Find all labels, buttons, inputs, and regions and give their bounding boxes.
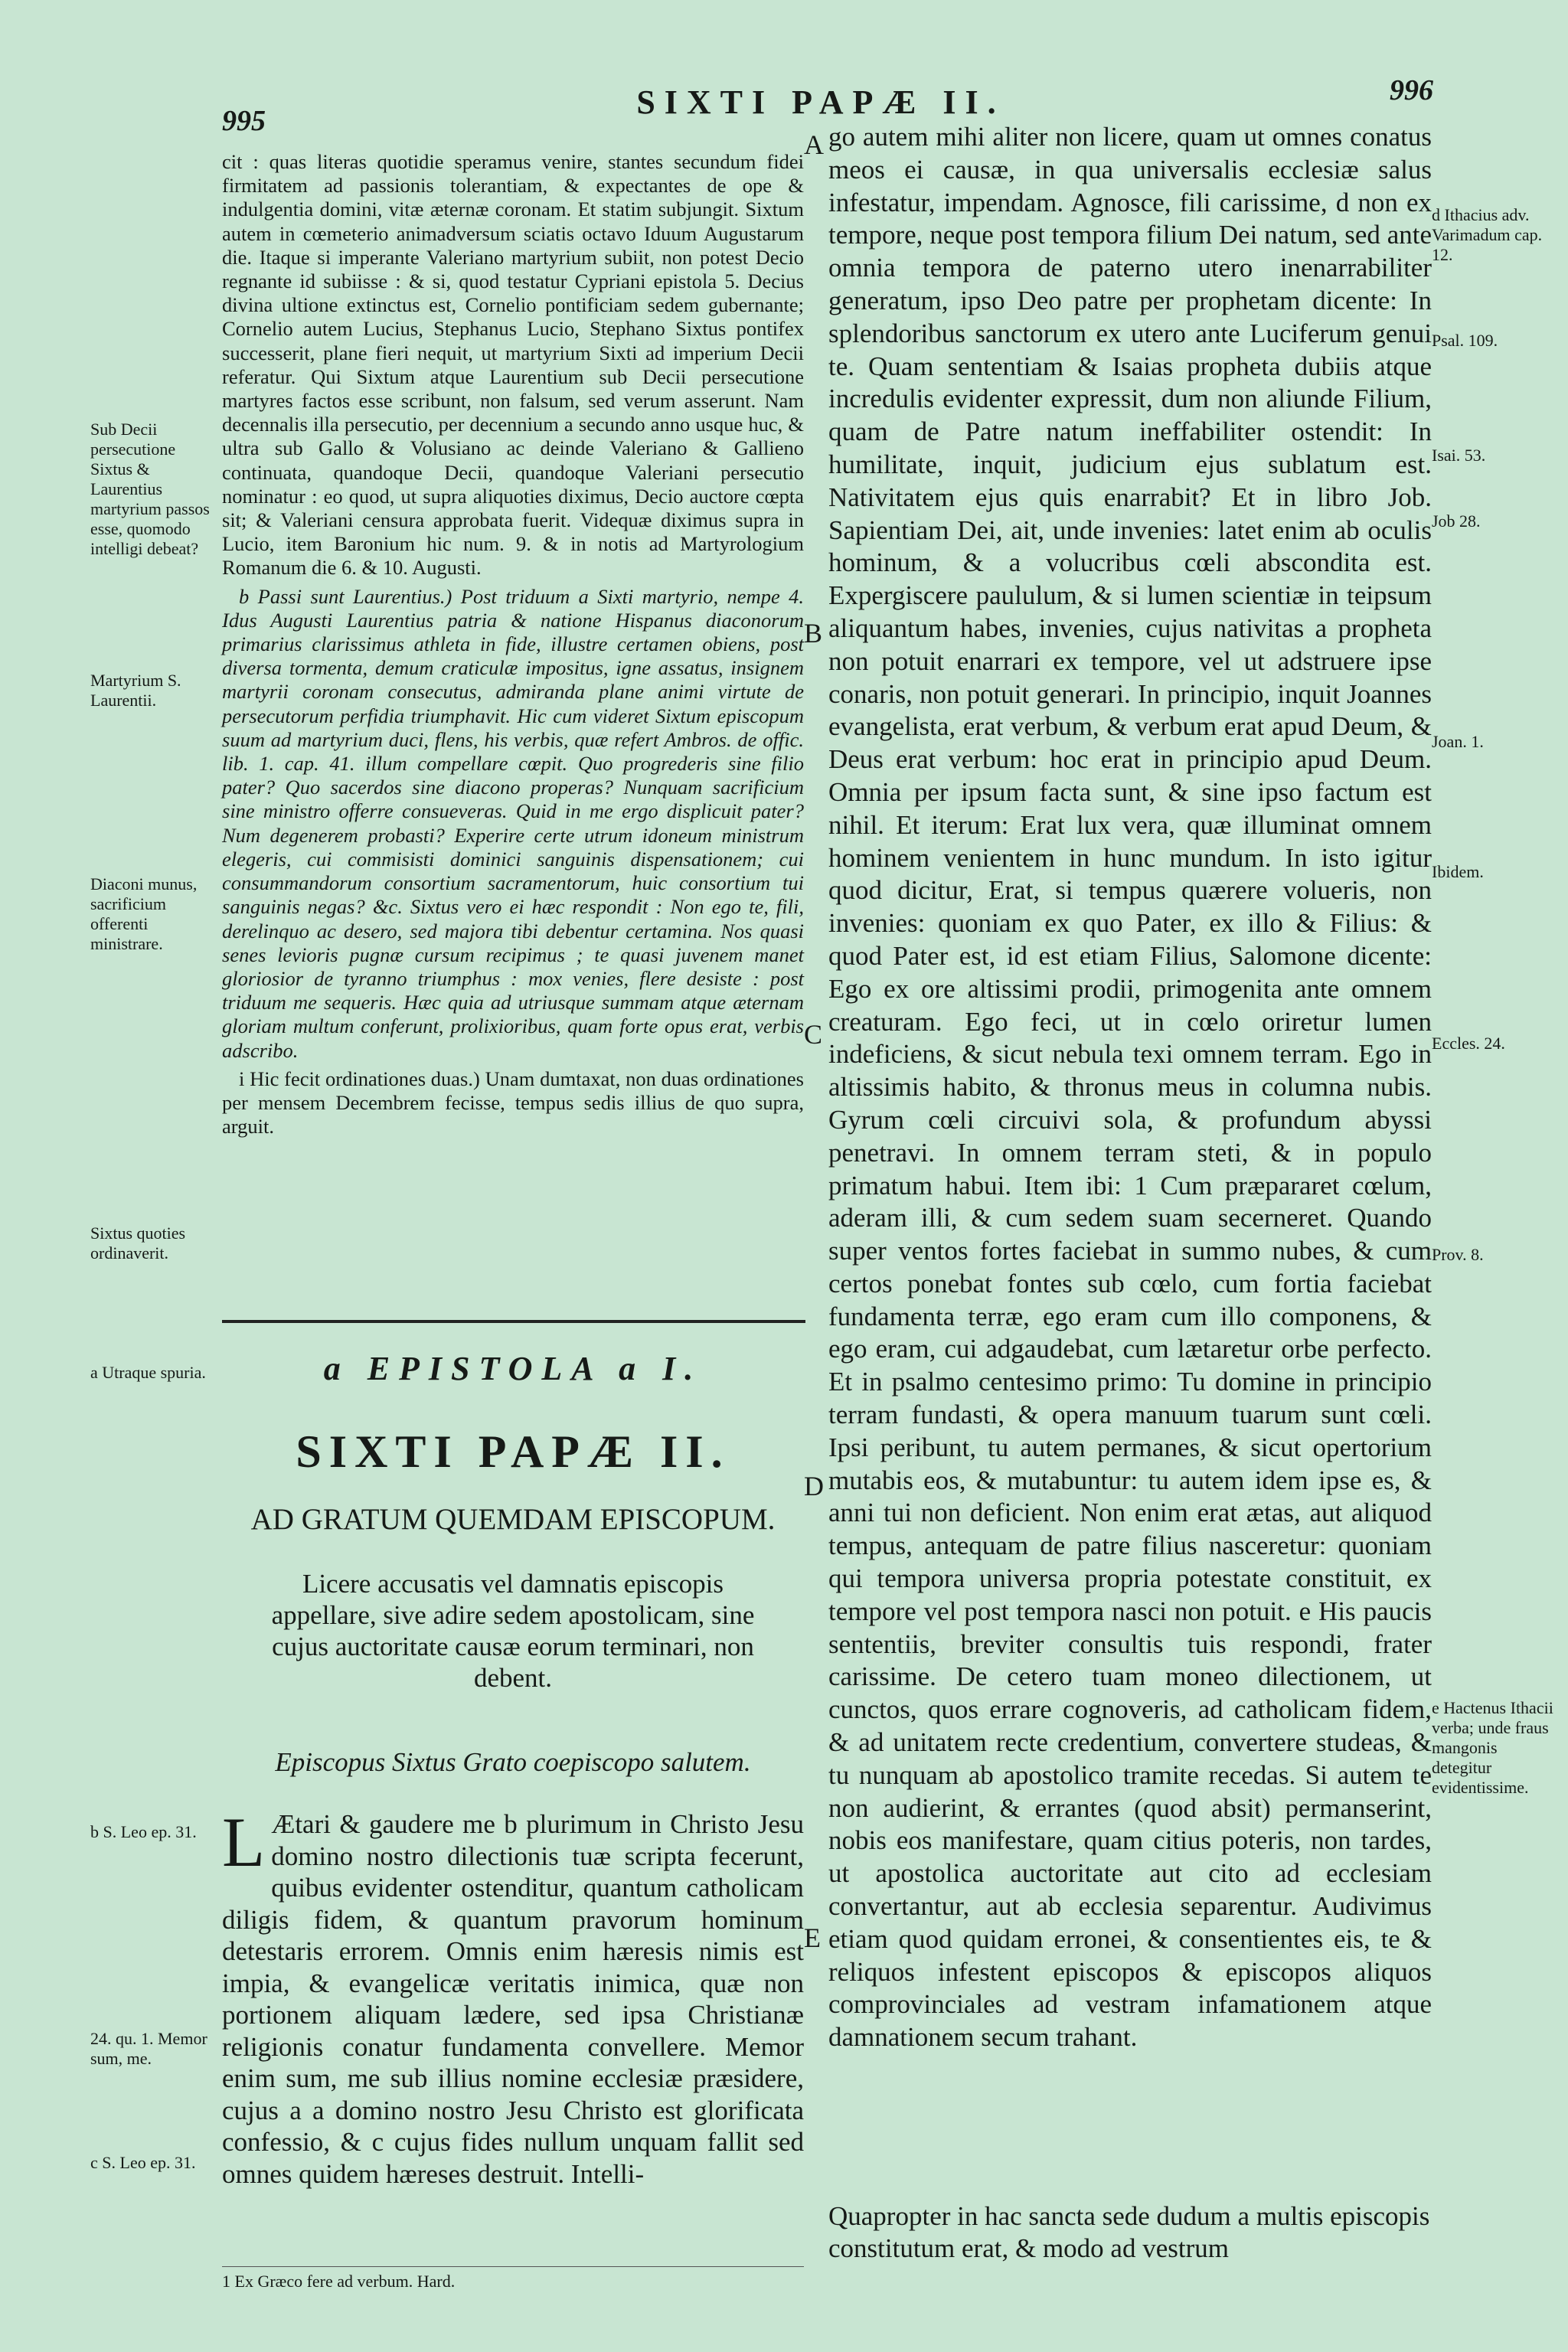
margin-note: Psal. 109. xyxy=(1432,331,1498,350)
margin-note: Ibidem. xyxy=(1432,862,1484,881)
margin-note: Sub Decii persecutione Sixtus & Laurentius martyrium passos esse, quomodo intelligi debeat? xyxy=(90,420,210,558)
running-title: SIXTI PAPÆ II. xyxy=(636,83,1005,121)
epistle-body-text: Ætari & gaudere me b plurimum in Christo Jesu domino nostro dilectionis tuæ scripta fecerunt, quibus evidenter ostenditur, quantum catholicam diligis fidem, & quantum pravorum hominum detestaris errorem. Omnis enim hæresis nimis est impia, & evangelicæ veritatis inimica, quæ non portionem aliquam lædere, sed ipsa Christianæ religionis conatur fundamenta convellere. Memor enim sum, me sub illius nomine ecclesiæ præsidere, cujus a a domino nostro Jesu Christo est glorificata confessio, & c cujus fides nullum unquam fallit sed omnes quidem hæreses destruit. Intelli- xyxy=(222,1809,804,2189)
margin-note: Eccles. 24. xyxy=(1432,1034,1505,1053)
section-letter-d: D xyxy=(804,1471,824,1501)
margin-note: a Utraque spuria. xyxy=(90,1363,206,1382)
page-number-right: 996 xyxy=(1390,74,1433,106)
margin-note: c S. Leo ep. 31. xyxy=(90,2153,196,2172)
margin-note: Sixtus quoties ordinaverit. xyxy=(90,1223,186,1263)
note-paragraph: b Passi sunt Laurentius.) Post triduum a Sixti martyrio, nempe 4. Idus Augusti Laurentius patria & natione Hispanus diaconorum primarius clarissimus athleta in fide, illustre certamen obiens, post diversa tormenta, demum craticulæ impositus, igne assatus, insignem martyrii coronam consecutus, admiranda plane animi virtute de persecutorum perfidia triumphavit. Hic cum videret Sixtum episcopum suum ad martyrium duci, flens, his verbis, quæ refert Ambros. de offic. lib. 1. cap. 41. illum compellare cœpit. Quo progrederis sine filio pater? Quo sacerdos sine diacono properas? Nunquam sacrificium sine ministro offerre consueveras. Quid in me ergo displicuit pater? Num degenerem probasti? Experire certe utrum idoneum ministrum elegeris, cui commisisti dominici sanguinis dispensationem; cui consummandorum consortium sacramentorum, huic consortium tui sanguinis negas? &c. Sixtus vero ei hæc respondit : Non ego te, fili, derelinquo ac desero, sed majora tibi debentur certamina. Nos quasi senes levioris pugnæ cursum recipimus ; te quasi juvenem manet gloriosior de tyranno triumphus : mox venies, flere desiste : post triduum me sequeris. Hæc quia ad utriusque summam atque æternam gloriam multum conferunt, prolixioribus, quam forte opus erat, verbis adscribo. xyxy=(222,584,804,1062)
margin-note: Isai. 53. xyxy=(1432,446,1486,465)
epistle-title: SIXTI PAPÆ II. xyxy=(296,1426,730,1477)
drop-cap: L xyxy=(222,1803,266,1881)
epistle-body xyxy=(222,1803,804,2190)
epistle-subtitle: AD GRATUM QUEMDAM EPISCOPUM. xyxy=(250,1503,776,1536)
footnote: 1 Ex Græco fere ad verbum. Hard. xyxy=(222,2266,804,2292)
margin-note: Prov. 8. xyxy=(1432,1245,1484,1264)
epistle-summary: Licere accusatis vel damnatis episcopis appellare, sive adire sedem apostolicam, sine cujus auctoritate causæ eorum terminari, non debent. xyxy=(271,1569,755,1693)
margin-note: Job 28. xyxy=(1432,511,1481,531)
closing-paragraph: Quapropter in hac sancta sede dudum a multis episcopis constitutum erat, & modo ad vestrum xyxy=(828,2201,1430,2263)
note-paragraph: i Hic fecit ordinationes duas.) Unam dumtaxat, non duas ordinationes per mensem Decembrem fecisse, tempus sedis illius de quo supra, arguit. xyxy=(222,1067,804,1138)
page-number-left: 995 xyxy=(222,105,266,137)
margin-note: 24. qu. 1. Memor sum, me. xyxy=(90,2029,207,2068)
margin-note: e Hactenus Ithacii verba; unde fraus mangonis detegitur evidentissime. xyxy=(1432,1698,1553,1797)
margin-note: Joan. 1. xyxy=(1432,732,1484,751)
epistle-heading: a EPISTOLA a I. xyxy=(323,1350,703,1387)
margin-note: d Ithacius adv. Varimadum cap. 12. xyxy=(1432,205,1543,264)
margin-note: b S. Leo ep. 31. xyxy=(90,1822,197,1841)
section-letter-a: A xyxy=(804,129,824,160)
section-letter-e: E xyxy=(804,1922,821,1953)
note-paragraph: cit : quas literas quotidie speramus venire, stantes secundum fidei firmitatem ad passionis tolerantiam, & expectantes de ope & indulgentia domini, vitæ æternæ coronam. Et statim subjungit. Sixtum autem in cœmeterio animadversum sciatis octavo Iduum Augustarum die. Itaque si imperante Valeriano martyrium subiit, non potest Decio regnante id subiisse : & si, quod testatur Cypriani epistola 5. Decius divina ultione extinctus est, Cornelio pontificiam sedem gubernante; Cornelio autem Lucius, Stephanus Lucio, Stephano Sixtus pontifex successerit, plane fieri nequit, ut martyrium Sixti ad imperium Decii referatur. Qui Sixtum atque Laurentium sub Decii persecutione martyres factos esse scribunt, non falsum, sed verum asserunt. Nam decennalis illa persecutio, per decennium a secundo anno usque huc, & ultra sub Gallo & Volusiano ac deinde Valeriano & Gallieno continuata, quandoque Decii, quandoque Valeriani persecutio nominatur : eo quod, ut supra aliquoties diximus, Decio auctore cœpta sit; & Valeriani censura approbata fuerit. Videquæ diximus supra in Lucio, item Baronium hic num. 9. & in notis ad Martyrologium Romanum die 6. & 10. Augusti. xyxy=(222,150,804,580)
epistle-salutation: Episcopus Sixtus Grato coepiscopo salutem. xyxy=(275,1747,751,1777)
section-divider xyxy=(222,1320,805,1323)
section-letter-b: B xyxy=(804,618,823,648)
main-text: go autem mihi aliter non licere, quam ut omnes conatus meos ei causæ, in qua universalis ecclesiæ salus infestatur, impendam. Agnosce, fili carissime, d non ex tempore, neque post tempora filium Dei natum, sed ante omnia tempora de paterno utero inenarrabiliter generatum, ipso Deo patre per prophetam dicente: In splendoribus sanctorum ex utero ante Luciferum genui te. Quam sententiam & Isaias propheta dubiis atque incredulis evidenter expressit, dum non aliunde Filium, quam de Patre natum ineffabiliter ostendit: In humilitate, inquit, judicium ejus sublatum est. Nativitatem ejus quis enarrabit? Et in libro Job. Sapientiam Dei, ait, unde invenies: latet enim ab oculis hominum, & a volucribus cœli abscondita est. Expergiscere paululum, & si lumen scientiæ in teipsum aliquantum habes, invenies, cujus nativitas a propheta non potuit enarrari ex tempore, vel ut adstruere ipse conaris, non potuit generari. In principio, inquit Joannes evangelista, erat verbum, & verbum erat apud Deum, & Deus erat verbum: hoc erat in principio apud Deum. Omnia per ipsum facta sunt, & sine ipso factum est nihil. Et iterum: Erat lux vera, quæ illuminat omnem hominem venientem in hunc mundum. In isto igitur quod dicitur, Erat, si tempus quærere volueris, non invenies: quoniam ex quo Pater, ex illo & Filius: & quod Pater est, id est etiam Filius, Salomone dicente: Ego ex ore altissimi prodii, primogenita ante omnem creaturam. Ego feci, ut in cœlo oriretur lumen indeficiens, & sicut nebula texi omnem terram. Ego in altissimis habito, & thronus meus in columna nubis. Gyrum cœli circuivi sola, & profundum abyssi penetravi. In omnem terram steti, & in populo primatum habui. Item ibi: 1 Cum præpararet cœlum, aderam illi, & cum sedem suam secerneret. Quando super ventos fortes faciebat in summo nubes, & cum certos ponebat fontes sub cœlo, cum fortia faciebat fundamenta terræ, ego eram cum illo componens, & ego eram, cui adgaudebat, cum lætaretur orbe perfecto. Et in psalmo centesimo primo: Tu domine in principio terram fundasti, & opera manuum tuarum sunt cœli. Ipsi peribunt, tu autem permanes, & sicut opertorium mutabis eos, & mutabuntur: tu autem idem ipse es, & anni tui non deficient. Non enim erat ætas, aut aliquod tempus, antequam de patre filius nasceretur: quoniam qui tempora universa propria potestate constituit, ex tempore vel post tempora nasci non potuit. e His paucis sententiis, breviter consultis tuis respondi, frater carissime. De cetero tuam moneo dilectionem, ut cunctos, quos errare cognoveris, ad catholicam fidem, & ad unitatem recte credentium, convertere studeas, & tu nunquam ab apostolico tramite recedas. Si autem te non audierint, & errantes (quod absit) permanserint, nobis eos manifestare, quam citius poteris, non tardes, ut apostolica auctoritate aut cito ad ecclesiam convertantur, aut ab ecclesia separentur. Audivimus etiam quod quidam erronei, & consentientes eis, te & reliquos infestent episcopos & episcopos aliquos comprovinciales ad vestram infamationem atque damnationem secum trahant. xyxy=(828,122,1432,2053)
margin-note: Martyrium S. Laurentii. xyxy=(90,671,181,710)
section-letter-c: C xyxy=(804,1019,823,1050)
margin-note: Diaconi munus, sacrificium offerenti ministrare. xyxy=(90,874,198,953)
main-text-column xyxy=(828,121,1432,2054)
commentary-notes xyxy=(222,150,804,1143)
